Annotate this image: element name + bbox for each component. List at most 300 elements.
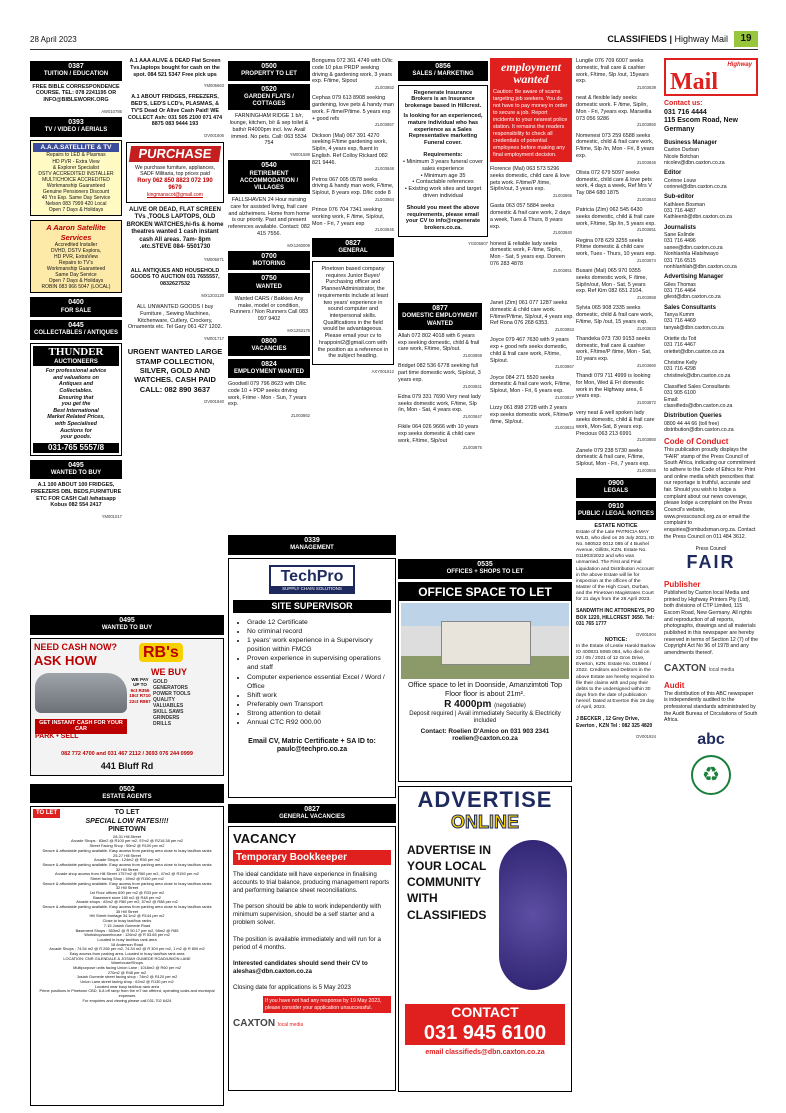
tolet-line: Arcade Shops : 83m2 @ R100 per m2, 97m2 @ R216.38 per m2 — [71, 838, 183, 844]
staff-line: classifieds@dbn.caxton.co.za — [664, 402, 733, 409]
category-name: MOTORING — [252, 261, 286, 268]
category-code: 0339 — [304, 537, 320, 544]
tolet-line: Arcade shops : 83m2 @ R80 per m2, 57m2 @ R88 per m2 — [76, 899, 178, 905]
advertise-lines — [407, 842, 491, 923]
recycle-icon: ♻ — [691, 755, 731, 795]
classified-ad: Gasta 063 057 5884 seeks domestic & frail care work, 2 days a week, Tues & Thurs, 8 years exp. ZL003840 — [490, 203, 572, 236]
category-name: MANAGEMENT — [290, 545, 334, 552]
staff-line: sanee@dbn.caxton.co.za — [664, 244, 723, 251]
domestic-section — [398, 300, 572, 554]
ad-ref: YM005663 — [203, 83, 224, 89]
price: R 4000pm — [444, 698, 492, 710]
cash-phones: 082 772 4700 and 031 467 2112 / 3693 076 244 0999 — [61, 750, 193, 757]
office-section — [398, 556, 572, 782]
classified-ad: Thandeka 073 730 9153 seeks domestic, frail care & cashier work, F/time/P /time, Mon - Sat, 10 years exp. ZL003860 — [576, 335, 656, 368]
cash-ask: ASK HOW — [34, 652, 97, 668]
site-title: SITE SUPERVISOR — [233, 600, 391, 613]
tolet-line: Warehouse/Shops — [111, 960, 143, 966]
buy-list — [153, 679, 190, 728]
paper-name: Highway Mail — [674, 34, 728, 44]
tolet-line: Arcade Shops : 124m2 @ R50 per m2 — [93, 857, 161, 863]
classified-ad: Petros 067 005 0578 seeks driving & handy man work, F/time, Sip/out, 8 years exp. D/lic code 8 ZL003864 — [312, 176, 394, 202]
classified-ad: Patricia (Zim) 062 545 6430 seeks domestic, child & frail care work, F/time, Slp /in, 5 years exp. ZL003851 — [576, 207, 656, 233]
buy-item: GENERATORS — [153, 684, 188, 691]
classified-ad: Regina 078 629 3255 seeks P/time domestic & child care work, Tues - Thurs, 10 years exp. ZL003874 — [576, 237, 656, 263]
rate-item: 9ct R355 — [130, 687, 150, 693]
category-header — [228, 336, 310, 356]
thunder-sub: AUCTIONEERS — [33, 359, 119, 366]
techpro-ad — [228, 558, 396, 798]
vacancy-caxton — [233, 1017, 391, 1030]
buy-item: VALUABLES — [153, 702, 184, 709]
ad-ref: ZL003860 — [637, 362, 656, 368]
staff-line: corinnel@dbn.caxton.co.za — [664, 184, 727, 191]
caxton-logo — [664, 663, 758, 675]
requirement-item: • Shift work — [247, 691, 391, 700]
fair-top: Press Council — [695, 546, 727, 553]
buy-item: GRINDERS — [153, 715, 180, 722]
tolet-line: 35 Hill Street — [115, 908, 139, 914]
category-header — [228, 359, 310, 379]
category-code: 0827 — [345, 239, 361, 247]
ad-ref: YM005671 — [203, 256, 224, 262]
thunder-line: For professional advice — [45, 368, 107, 375]
category-code: 0750 — [261, 275, 277, 283]
requirement-item: • 1 years' work experience in a Supervisory position within FMCG — [247, 636, 391, 654]
category-header — [398, 303, 482, 330]
requirement-item: • Computer experience essential Excel / Word / Office — [247, 673, 391, 691]
ad-ref: YM001017 — [101, 514, 122, 520]
advertise-online-ad — [398, 786, 572, 1092]
requirement-item: • Preferably own Transport — [247, 700, 391, 709]
logo-main: Mail — [670, 69, 718, 95]
staff-line: Sane Eslinde — [664, 232, 695, 239]
vacancy-p5: Closing date for applications is 5 May 2023 — [233, 983, 351, 991]
staff-line: distribution@dbn.caxton.co.za — [664, 426, 734, 433]
domestic-col-b — [490, 300, 574, 436]
classified-ad: ALL UNWANTED GOODS I buy Furniture , Sewing Machines, Kitchenware, Cutlery, Crockery, Ornaments etc. Tel Gary 061 427 1202. — [127, 304, 223, 331]
satellite-line: Workmanship Guaranteed — [46, 182, 106, 189]
tolet-line: 18 Anderson Road — [110, 941, 144, 947]
category-name: TV / VIDEO / AERIALS — [44, 127, 108, 134]
requirement-item: • Strong attention to detail — [247, 709, 391, 718]
publisher-text: Published by Caxton local Media and printed by Highway Printers Pty (Ltd), both divisions of CTP Limited, 115 Escom Road, New Germany. All rights and reproduction of all reports, photographs, drawings and all materials published in this newspaper are hereby reserved in terms of Section 12 (7) of the Copyright Act No 96 of 1978 and any amendments thereof. — [664, 590, 758, 656]
classified-ad: very neat & well spoken lady seeks domestic, child & frail care work, Mon-Sat, 8 years exp. Precious 063 213 6991 ZL003850 — [576, 410, 656, 443]
satellite-line: Open 7 Days & Holidays — [48, 207, 104, 214]
purchase-title: PURCHASE — [129, 146, 221, 162]
staff-line: 031 905 6100 — [664, 390, 696, 397]
ad-ref: DV001606 — [204, 133, 224, 139]
office-desc: Office space to let in Doonside, Amanzimtoti Top Floor floor is about 21m². — [408, 680, 562, 698]
advertise-box — [398, 786, 572, 1092]
classified-ad: FALLSHAVEN 24 Hour nursing care for assisted living, frail care and alzheimers. Home from home is our priority. Past and present references available. Contact: 082 415 7556. — [228, 197, 310, 237]
rate-item: 22ct R867 — [129, 698, 151, 704]
vacancy-title: VACANCY — [233, 831, 297, 847]
techpro-sub: SUPPLY CHAIN SOLUTIONS — [271, 586, 353, 591]
staff-line: Caxton Durban — [664, 147, 699, 154]
tolet-line: Prime positions in Pinetown CBD, 6-8 off ramp from the m7 tax offered, operating costs and municipal expenses — [39, 988, 215, 999]
ad-ref: ZL003862 — [291, 413, 310, 419]
category-code: 0827 — [304, 805, 320, 813]
category-name: RETIREMENT ACCOMMODATION / VILLAGES — [239, 170, 299, 191]
thunder-line: you get the — [61, 401, 91, 408]
staff-list — [664, 140, 758, 433]
staff-line: Nonhlanhla Hlatshwayo — [664, 251, 719, 258]
ad-list — [490, 300, 574, 431]
ad-ref: ZL003846 — [637, 159, 656, 165]
advertise-online: ONLINE — [450, 811, 519, 832]
staff-role: Advertising Manager — [664, 274, 724, 281]
classified-ad: neat & flexible lady seeks domestic work. F /time, Sip/in, Mon - Fri, 7years exp. Marseilia 073 056 9286 ZL003850 — [576, 95, 656, 128]
classified-ad: Joyce 079 467 7630 with 9 years exp + good refs seeks domestic, child & frail care work, F/time, Slp/out. ZL003867 — [490, 337, 574, 370]
tolet-line: 7-15 Josiah Gumede Road — [103, 922, 151, 928]
column-4 — [312, 58, 394, 528]
staff-line: gilest@dbn.caxton.co.za — [664, 294, 721, 301]
staff-line: 0800 44 44 66 (toll free) — [664, 420, 720, 427]
cash-title: NEED CASH NOW? — [34, 641, 117, 652]
aaron-line: Open 7 Days & Holidays — [48, 278, 104, 285]
page-number: 19 — [734, 31, 758, 47]
category-header — [228, 61, 310, 81]
staff-line: 031 716 4469 — [664, 318, 696, 325]
classified-ad: Fikile 064 026 9666 with 10 years exp seeks domestic & child care work, F/time, Slp/out ZL003875 — [398, 424, 482, 450]
ad-ref: ZL003874 — [637, 257, 656, 263]
staff-line: 031 716 4496 — [664, 238, 696, 245]
vacancy-p2: The person should be able to work independently with minimum supervision, should be a self starter and a problem solver. — [233, 903, 381, 927]
category-header — [228, 251, 310, 271]
rate-list — [129, 688, 151, 705]
classified-ad: Bridget 082 536 6778 seeking full part time domestic work, Sip/out, 3 years exp. ZL003841 — [398, 363, 482, 389]
ad-ref: ZL003859 — [463, 353, 482, 359]
satellite-line: Genuine Pensioners Discount — [42, 189, 110, 196]
tolet-line: Arcade Shops : 74.54 m2 @ R 265 per m2, 74.34 m2 @ R 304 per m2, 1 m2 @ R 800 m2 — [49, 946, 205, 952]
tolet-town: PINETOWN — [108, 826, 146, 834]
section-label: CLASSIFIEDS — [607, 34, 667, 44]
purchase-phone: Rory 062 850 8823 072 190 9679 — [137, 177, 213, 192]
requirement-item: • No criminal record — [247, 627, 391, 636]
category-name: COLLECTABLES / ANTIQUES — [34, 330, 118, 337]
staff-line: 031 716 6515 — [664, 257, 696, 264]
ad-ref: ZL003851 — [553, 267, 572, 273]
staff-role: Editor — [664, 170, 682, 177]
classified-ad: Olivia 072 679 5097 seeks domestic, child care & love pets work, 4 days a week, Ref Mrs V Tay 084 680 1875 ZL003843 — [576, 169, 656, 202]
tolet-line: Located in busy taxi/bus rank area — [97, 936, 157, 942]
category-name: SALES / MARKETING — [412, 71, 474, 78]
category-name: GENERAL VACANCIES — [279, 813, 345, 820]
category-code: 0500 — [261, 63, 277, 70]
ad-ref: YG005807 — [467, 241, 488, 247]
satellite-lines — [33, 152, 119, 213]
aaron-lines — [33, 242, 119, 291]
estate-notice: Estate of the Late PATRICIA MAY WILD, who died on 26 July 2021, ID No. 580522 0012 085 of 4 Bushel Avenue, Gillitts, KZN. Estate No. 011903/2022 and who was unmarried. The First and Final Liquidation and Distribution Account in the above Estate will lie for inspection at the offices of the Master of the High Court, Durban, and the Pinetown Magistrates Court for 21 days from the 28 April 2023. — [576, 529, 655, 603]
ad-ref: YM001717 — [203, 336, 224, 342]
employment-banner — [490, 58, 572, 162]
thunder-line: Auctions for — [60, 427, 92, 434]
staff-line: 031 716 4464 — [664, 287, 696, 294]
category-code: 0877 — [432, 305, 448, 312]
cash-park: PARK • SELL — [35, 732, 79, 740]
staff-role: Sub-editor — [664, 194, 694, 201]
site-email: Email CV, Matric Certificate + SA ID to: paulc@techpro.co.za — [248, 737, 376, 754]
category-header — [398, 559, 572, 579]
thunder-line: with Specialised — [55, 421, 97, 428]
staff-line: Tanya Kumm — [664, 311, 695, 318]
category-name: PUBLIC / LEGAL NOTICES — [578, 510, 654, 517]
ad-ref: ZL003639 — [637, 85, 656, 90]
aaron-line: Repairs to TV's — [59, 259, 93, 266]
ad-ref: ZL003840 — [553, 230, 572, 236]
advertise-phone: 031 945 6100 — [405, 1021, 565, 1045]
cash-ad — [30, 638, 224, 776]
classified-ad: Wanted CARS / Bakkies Any make, model or condition, Runners / Non Runners Call 083 097 9402 — [230, 295, 308, 323]
satellite-line: 40 Yrs Exp. Same Day Service — [41, 195, 111, 202]
requirement-item: • Grade 12 Certificate — [247, 618, 391, 627]
ad-ref: ZL003848 — [375, 166, 394, 172]
column-8 — [664, 58, 758, 1108]
classified-ad: Cephas 079 613 8908 seeking gardening, love pets & handy man work. F /time/P/time. 5 years exp + good refs ZL003857 — [312, 95, 394, 128]
category-name: DOMESTIC EMPLOYMENT WANTED — [402, 313, 478, 327]
aaron-line: Workmanship Guaranteed — [46, 266, 106, 273]
becker: J BECKER , 12 Grey Drive, Everton , KZN Tel : 082 325 4820 — [576, 716, 653, 729]
category-header — [30, 117, 122, 137]
classified-ad: Dickson (Mal) 067 391 4270 seeking F/time gardening work, Sip/in, 4 years exp, fluent in English. Ref Colloy Rickard 082 821 9446. ZL003848 — [312, 132, 394, 172]
classified-ad: FARNINGHAM RIDGE 1 b/r, lounge, kitchen, b/r & sep toilet & bath/r R4000pm incl. lvw. Avail immed. No pets. Call: 063 5534 754 — [229, 113, 309, 147]
classified-ad: Allah 072 802 4018 with 6 years exp seeking domestic, child & frail care work, F/time, Slp/out. ZL003859 — [398, 332, 482, 359]
buy-item: GOLD — [153, 678, 168, 685]
ad-ref: ZL003833 — [637, 325, 656, 331]
category-code: 0540 — [261, 162, 277, 170]
aaron-line: Accredited Installer — [54, 241, 98, 248]
advertise-line: WITH — [407, 891, 438, 906]
classified-ad: Nomenesi 073 259 6588 seeks domestic, child & frail care work, F/time, Slp /in, Mon - Fri, 8 years exp. ZL003846 — [576, 132, 656, 165]
logo-top: Highway — [727, 62, 752, 68]
satellite-line: Repairs to LED & Plasmas — [46, 152, 106, 159]
category-header — [228, 160, 310, 194]
tolet-line: Street Facing Shop : 90m2 @ R100 per m2 — [89, 843, 165, 849]
ad-ref: DV001904 — [636, 632, 656, 638]
abc-logo: abc — [697, 730, 725, 748]
thunder-line: Collectables. — [59, 388, 93, 395]
thunder-lines — [33, 366, 119, 443]
satellite-title: A.A.A.SATELLITE & TV — [33, 143, 119, 153]
purchase-email[interactable]: kingmanscot@gmail.com — [147, 192, 203, 199]
thunder-title: THUNDER — [33, 346, 119, 359]
thunder-line: your goods. — [60, 434, 92, 441]
requirement-item: • Minimum 3 years funeral cover sales experience — [403, 158, 483, 172]
column-1 — [30, 58, 122, 608]
vacancy-p4: Interested candidates should send their CV to aleshas@dbn.caxton.co.za — [233, 959, 368, 975]
classified-ad: FREE BIBLE CORRESPONDENCE COURSE. TEL: 078 2241195 OR INFO@BIBLEWORK.ORG — [32, 83, 120, 104]
classified-ad: A.1 AAA ALIVE & DEAD Flat Screen Tvs,laptops bought for cash on the spot. 084 521 5347 Free pick ups — [129, 58, 221, 78]
page-header — [30, 30, 758, 50]
caxton-sub: local media — [277, 1022, 304, 1029]
tolet-line: 28-31 Hill Street — [113, 833, 141, 839]
aaron-line: DVHD, DSTV Explora, — [50, 247, 101, 254]
column-2 — [126, 58, 224, 608]
staff-line: oriettet@dbn.caxton.co.za — [664, 348, 725, 355]
ad-ref: MX1253175 — [287, 327, 310, 333]
ad-ref: ZL003850 — [637, 437, 656, 443]
thunder-line: Ensuring that — [58, 394, 94, 401]
classified-ad: Sylvia 065 908 2335 seeks domestic, child & frail care work, F/time, Slp /out, 15 years exp. ZL003833 — [576, 305, 656, 331]
category-name: GENERAL — [338, 247, 368, 254]
advertise-title: ADVERTISE — [417, 787, 553, 812]
staff-line: 031 716 4467 — [664, 342, 696, 349]
ad-ref: ZL003847 — [463, 414, 482, 420]
ad-ref: ZL003865 — [553, 193, 572, 199]
vacancy-ad — [228, 826, 396, 1091]
tolet-title: TO LET — [114, 809, 140, 817]
satellite-line: HD PVR - Extra View — [52, 158, 100, 165]
tolet-line: Josiah Gumede street facing shop : 74m2 @ R120 per m2 — [76, 974, 178, 980]
classified-ad: Lungile 076 709 6007 seeks domestic, frail care & cashier work, F/time, Slp /out, 15years exp. ZL003639 — [576, 58, 656, 90]
ad-ref: ZL003841 — [463, 383, 482, 389]
office-deposit: Deposit required | Avail immediately Security & Electricity included — [409, 710, 561, 725]
advertise-line: ADVERTISE IN — [407, 842, 492, 857]
ad-ref: AXY001812 — [371, 368, 394, 374]
staff-line: nicolev@dbn.caxton.co.za — [664, 160, 725, 167]
techpro-name: TechPro — [280, 567, 344, 585]
webuy: WE BUY — [151, 666, 187, 677]
staff-role: Business Manager — [664, 140, 718, 147]
classified-ad: Janet (Zim) 061 077 1287 seeks domestic & child care work. F/time/P/time, Slp/out, 4 years exp. Ref Rona 076 268 6353. ZL003853 — [490, 300, 574, 332]
section-title: CLASSIFIEDS | Highway Mail — [607, 34, 728, 44]
column-6 — [490, 58, 572, 303]
regenerate-title: Regenerate Insurance Brokers is an Insurance brokerage based in Hillcrest. — [404, 89, 482, 110]
category-header — [312, 238, 394, 258]
ad-ref: ZL003845 — [375, 227, 394, 233]
tolet-line: Street facing Shop : 49m2 @ R150 per m2 — [90, 875, 164, 881]
satellite-line: Nelson 083 7999 420 Local — [45, 201, 107, 208]
tolet-line: Located near busy taxi/bus rank area — [94, 983, 160, 989]
classified-ad: Prince 076 704 7341 seeking working work, F /time, Sip/out, Mon - Fri, 7 years exp ZL003845 — [312, 207, 394, 233]
category-code: 0387 — [68, 63, 84, 70]
category-code: 0824 — [261, 360, 277, 368]
category-code: 0393 — [68, 118, 84, 126]
tolet-line: Secure & affordable parking available. Easy access from parking area close to busy taxi/bus ranks — [42, 880, 212, 886]
vacancy-note: If you have not had any response by 19 May 2023, please consider your application unsuccessful. — [263, 996, 391, 1014]
category-name: GARDEN FLATS / COTTAGES — [244, 93, 294, 108]
classified-ad: Bonguma 072 361 4749 with D/lic code 10 plus PRDP seeking driving & gardening work, 3 years exp. F/time, Sipout ZL003852 — [312, 58, 394, 90]
ad-list — [398, 333, 482, 450]
category-header — [228, 804, 396, 824]
pay-label: WE PAY UP TO — [131, 676, 149, 688]
audit-text: The distribution of this ABC newspaper is independently audited to the professional standards administrated by the Audit Bureau of Circulations of South Africa. — [664, 690, 758, 724]
requirement-item: • Proven experience in supervising operations and staff — [247, 654, 391, 672]
classified-ad: A.1 100 ABOUT 100 FRIDGES, FREEZERS DBL BEDS,FURNITURE ETC FOR CASH Call /whatsapp Kobus 082 554 2417 — [30, 482, 122, 509]
tolet-line: For enquiries and viewing please call 031-702 6424 — [82, 997, 172, 1003]
bottom-left — [30, 612, 224, 1092]
office-ad — [398, 582, 572, 782]
ad-ref: ZL003857 — [375, 122, 394, 128]
category-name: LEGALS — [603, 488, 629, 495]
staff-role: Distribution Queries — [664, 413, 722, 420]
tolet-line: Union Lane street facing shop : 62m2 @ R130 per m2 — [80, 979, 174, 985]
caxton-word: CAXTON — [233, 1018, 276, 1030]
classified-ad: Lizzy 061 898 2728 with 2 years exp seeks domestic work, F/time/P /time, Slp/out. ZL003824 — [490, 405, 574, 431]
cash-address: 441 Bluff Rd — [100, 760, 154, 771]
negotiable: (negotiable) — [494, 702, 526, 709]
pinetown-ad — [312, 261, 394, 365]
category-header — [228, 84, 310, 111]
category-header — [30, 297, 122, 317]
requirements-title: Requirements: — [423, 152, 463, 159]
thunder-line: Best International — [53, 407, 99, 414]
category-header — [228, 273, 310, 293]
highway-mail-logo — [664, 58, 758, 96]
ad-ref: ZL003850 — [637, 122, 656, 128]
category-code: 0856 — [435, 63, 451, 70]
contact-heading: Contact us: — [664, 100, 703, 107]
aaron-line: ROBIN 083 966 5047 (LOCAL) — [41, 284, 111, 291]
contact-address: 115 Escom Road, New Germany — [664, 117, 738, 133]
social-icons — [499, 840, 567, 990]
audit-heading: Audit — [664, 680, 685, 690]
code-heading: Code of Conduct — [664, 437, 729, 447]
office-price — [399, 699, 571, 711]
sandwith: SANDWITH INC ATTORNEYS, PO BOX 1220, HILLCREST 3650. Tel: 031 765 1777 — [576, 608, 655, 627]
category-name: EMPLOYMENT WANTED — [234, 369, 304, 376]
category-code: 0910 — [608, 502, 624, 510]
staff-line: Giles Thomas — [664, 281, 696, 288]
category-header — [228, 535, 396, 555]
advertise-line: YOUR LOCAL — [407, 858, 487, 873]
regenerate-text: Is looking for an experienced, mature individual who has experience as a Sales Representative marketing Funeral cover. — [403, 113, 483, 147]
staff-line: Oriette du Toit — [664, 335, 697, 342]
regenerate-ad — [398, 85, 488, 237]
staff-line: Christine Kelly — [664, 359, 698, 366]
tolet-line: Secure & affordable parking available. Easy access from parking area close to busy taxi/bus ranks — [42, 861, 212, 867]
category-code: 0900 — [608, 480, 624, 487]
classified-ad: Joyce 084 271 5520 seeks domestic & frail care work, F/time, Slp/out, Mon - Fri, 6 years exp. ZL003827 — [490, 374, 574, 400]
staff-line: Corinne Louw — [664, 177, 697, 184]
staff-line: tanyak@dbn.caxton.co.za — [664, 324, 724, 331]
tolet-line: Hill Street frontage 34.1m2 @ R144 per m2 — [89, 913, 165, 919]
ad-ref: ZL003867 — [555, 364, 574, 370]
ad-list — [312, 58, 394, 233]
caution-text: Caution: Be aware of scams targeting job seekers. You do not have to pay money in order to secure a job. Report incidents to your nearest police station. It remains the readers responsibility to check all credentials of potential employees before making any final employment decision. — [493, 89, 568, 159]
advertise-email[interactable]: email classifieds@dbn.caxton.co.za — [425, 1049, 545, 1057]
caxton-word: CAXTON — [664, 662, 707, 674]
ad-ref: ZL003827 — [555, 394, 574, 400]
ad-ref: DV001924 — [636, 733, 656, 739]
advertise-body — [399, 834, 571, 1004]
estate-notice-title: ESTATE NOTICE — [594, 523, 638, 530]
tolet-sub: SPECIAL LOW RATES!!!! — [85, 817, 169, 825]
ad-ref: ZL003852 — [375, 85, 394, 90]
aaron-title: A Aaron Satellite Services — [46, 223, 106, 242]
advertise-line: CLASSIFIEDS — [407, 907, 487, 922]
classified-ad: A.1 ABOUT FRIDGES, FREEZERS, BED'S, LED'S LCD's, PLASMAS, & TV'S Dead Or Alive Cash Paid! WE COLLECT Ash: 031 505 2100 071 474 8875 083 9444 193 — [127, 94, 223, 128]
category-name: WANTED — [256, 283, 282, 290]
staff-line: christinek@dbn.caxton.co.za — [664, 372, 731, 379]
classified-ad: ALL ANTIQUES AND HOUSEHOLD GOODS TO AUCTION 031 7655557, 0832627532 — [130, 267, 220, 288]
notice-title: NOTICE: — [604, 637, 628, 644]
category-name: ESTATE AGENTS — [102, 793, 152, 800]
tolet-line: 32 Hill Street — [115, 885, 139, 891]
advertise-contact: CONTACT — [405, 1004, 565, 1021]
bottom-middle — [228, 532, 396, 1092]
tolet-line: Multipurpose units facing Union Lane : 1016m2 @ R60 per m2 — [73, 965, 181, 970]
category-name: WANTED TO BUY — [101, 625, 153, 632]
domestic-col-a — [398, 300, 482, 455]
tolet-ad — [30, 806, 224, 1106]
requirement-item: • Annual CTC R92 000.00 — [247, 718, 391, 727]
tolet-line: LOCATION: CNR GILENDALE & JOSIAH GUMEDE ROAD/UNION LANE — [63, 955, 191, 961]
category-code: 0502 — [119, 785, 135, 793]
category-code: 0700 — [261, 252, 277, 260]
tolet-line: Secure & affordable parking available. Easy access from parking area close to busy taxi/bus ranks — [42, 847, 212, 853]
